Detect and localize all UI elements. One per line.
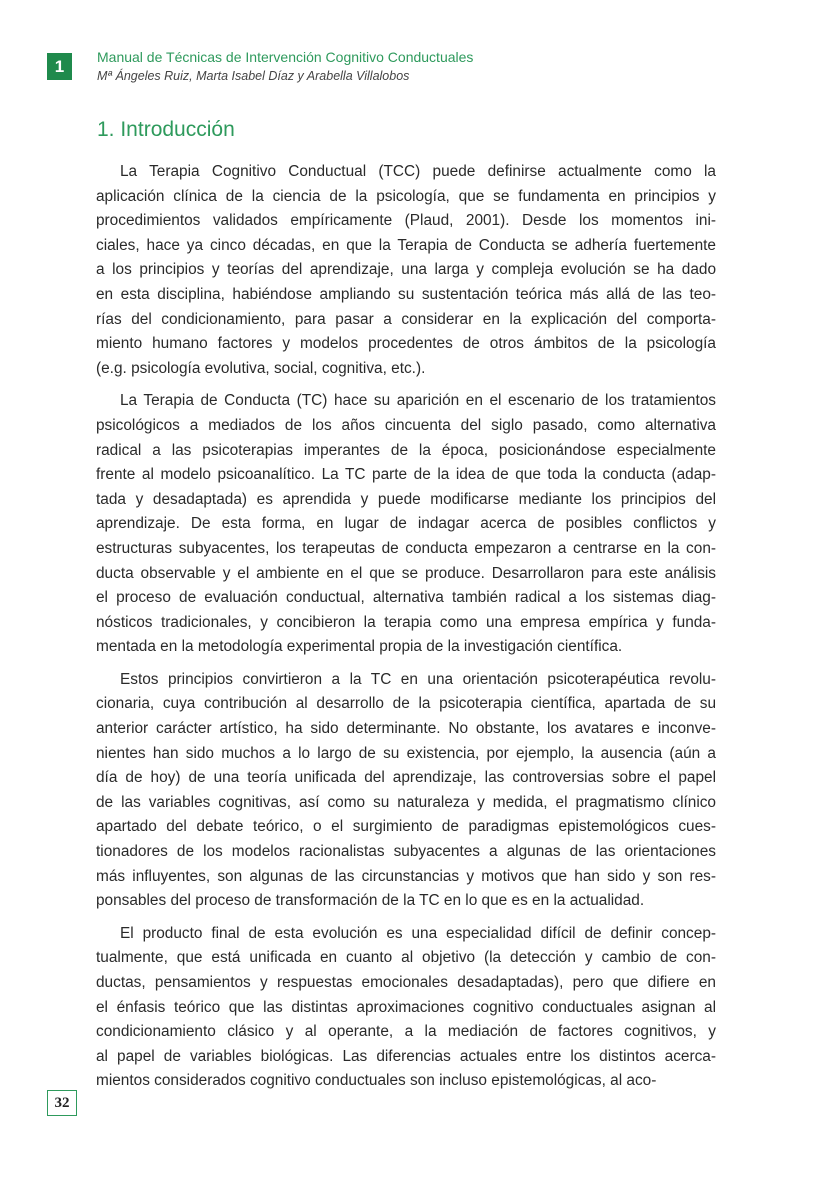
text-line: el proceso de evaluación conductual, alternativa también radical a los sistemas diag- (96, 589, 716, 607)
running-header-title: Manual de Técnicas de Intervención Cognitivo Conductuales (97, 49, 474, 65)
text-line: radical a las psicoterapias imperantes de la época, posicionándose especialmente (96, 441, 716, 459)
text-line: a los principios y teorías del aprendizaje, una larga y compleja evolución se ha dado (96, 261, 716, 279)
text-line: nientes han sido muchos a lo largo de su existencia, por ejemplo, la ausencia (aún a (96, 744, 716, 762)
text-line: mentada en la metodología experimental propia de la investigación científica. (96, 638, 623, 656)
text-line: en esta disciplina, habiéndose ampliando su sustentación teórica más allá de las teo- (96, 285, 716, 303)
body-text (96, 160, 716, 1102)
text-line: cionaria, cuya contribución al desarrollo de la psicoterapia científica, apartada de su (96, 695, 716, 713)
text-line: tada y desadaptada) es aprendida y puede modificarse mediante los principios del (96, 490, 716, 508)
text-line: mientos considerados cognitivo conductuales son incluso epistemológicas, al aco- (96, 1072, 657, 1090)
text-line: aprendizaje. De esta forma, en lugar de indagar acerca de posibles conflictos y (96, 515, 716, 533)
text-line: psicológicos a mediados de los años cincuenta del siglo pasado, como alternativa (96, 416, 716, 434)
running-header-authors: Mª Ángeles Ruiz, Marta Isabel Díaz y Arabella Villalobos (97, 69, 410, 83)
text-line: ducta observable y el ambiente en el que se produce. Desarrollaron para este análisis (96, 564, 716, 582)
text-line: tualmente, que está unificada en cuanto al objetivo (la detección y cambio de con- (96, 949, 716, 967)
text-line: Estos principios convirtieron a la TC en una orientación psicoterapéutica revolu- (120, 670, 716, 688)
text-line: tionadores de los modelos racionalistas subyacentes a algunas de las orientaciones (96, 843, 716, 861)
paragraph (96, 668, 716, 914)
text-line: ciales, hace ya cinco décadas, en que la Terapia de Conducta se adhería fuertemente (96, 236, 716, 254)
text-line: frente al modelo psicoanalítico. La TC parte de la idea de que toda la conducta (adap- (96, 466, 716, 484)
chapter-number-badge: 1 (47, 53, 72, 80)
text-line: de las variables cognitivas, así como su naturaleza y medida, el pragmatismo clínico (96, 793, 716, 811)
page-number: 32 (47, 1090, 77, 1116)
text-line: ductas, pensamientos y respuestas emocionales desadaptadas), pero que difiere en (96, 974, 716, 991)
text-line: día de hoy) de una teoría unificada del aprendizaje, las controversias sobre el papel (96, 769, 716, 787)
text-line: anterior carácter artístico, ha sido determinante. No obstante, los avatares e inconve- (96, 720, 716, 738)
text-line: La Terapia de Conducta (TC) hace su aparición en el escenario de los tratamientos (120, 392, 716, 410)
text-line: aplicación clínica de la ciencia de la psicología, que se fundamenta en principios y (96, 187, 716, 205)
text-line: miento humano factores y modelos procedentes de otros ámbitos de la psicología (96, 335, 716, 353)
text-line: estructuras subyacentes, los terapeutas de conducta empezaron a centrarse en la con- (96, 539, 716, 557)
text-line: ponsables del proceso de transformación de la TC en lo que es en la actualidad. (96, 892, 645, 910)
text-line: nósticos tradicionales, y concibieron la terapia como una empresa empírica y funda- (96, 613, 716, 631)
section-heading: 1. Introducción (97, 118, 235, 141)
text-line: (e.g. psicología evolutiva, social, cognitiva, etc.). (96, 359, 426, 377)
text-line: al papel de variables biológicas. Las diferencias actuales entre los distintos acerca- (96, 1047, 716, 1065)
paragraph (96, 160, 716, 381)
text-line: La Terapia Cognitivo Conductual (TCC) puede definirse actualmente como la (120, 163, 716, 180)
text-line: rías del condicionamiento, para pasar a considerar en la explicación del comporta- (96, 310, 716, 328)
text-line: procedimientos validados empíricamente (Plaud, 2001). Desde los momentos ini- (96, 212, 716, 230)
paragraph (96, 389, 716, 660)
text-line: el énfasis teórico que las distintas aproximaciones cognitivo conductuales asignan al (96, 998, 716, 1016)
text-line: El producto final de esta evolución es una especialidad difícil de definir concep- (120, 924, 716, 942)
text-line: apartado del debate teórico, o el surgimiento de paradigmas epistemológicos cues- (96, 818, 716, 836)
text-line: más influyentes, son algunas de las circunstancias y motivos que han sido y son res- (96, 867, 716, 885)
paragraph (96, 922, 716, 1094)
text-line: condicionamiento clásico y al operante, a la mediación de factores cognitivos, y (96, 1023, 716, 1041)
